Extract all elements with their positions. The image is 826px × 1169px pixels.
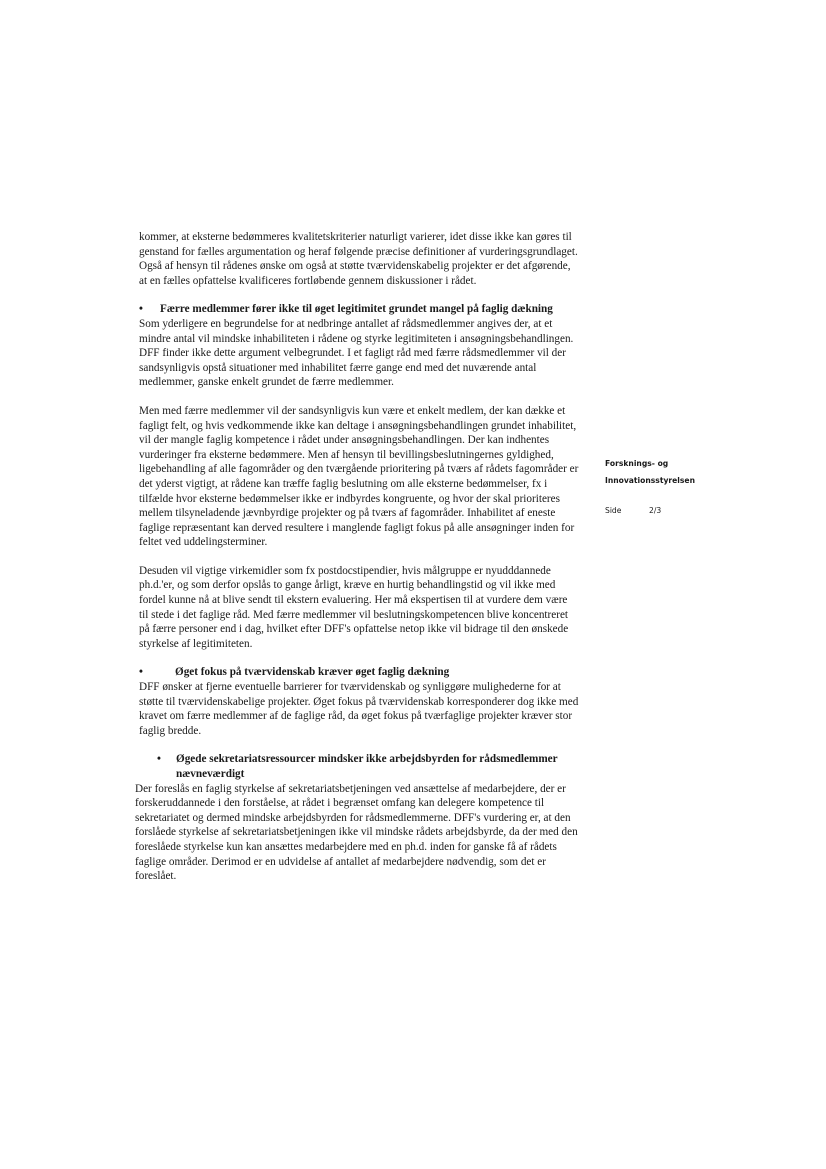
page-label: Side bbox=[605, 506, 622, 515]
paragraph: Som yderligere en begrundelse for at nedbringe antallet af rådsmedlemmer angives der, at et mindre antal vil mindske inhabiliteten i rådene og styrke legitimiteten i ansøgningsbehandlingen. DFF finder ikke dette argument velbegrundet. I et fagligt råd med færre rådsmedlemmer vil der sandsynligvis opstå situationer med inhabilitet færre gange end med det nuværende antal medlemmer, ganske enkelt grundet de færre medlemmer. bbox=[139, 317, 574, 389]
page-number: 2/3 bbox=[649, 506, 662, 515]
bullet-icon: • bbox=[139, 666, 143, 679]
paragraph: Desuden vil vigtige virkemidler som fx postdocstipendier, hvis målgruppe er nyudddannede ph.d.'er, og som derfor opslås to gange årligt, kræve en hurtig behandlingstid og vil ikke med fordel kunne nå at blive sendt til ekstern evaluering. Her må ekspertisen til at vurdere dem være til stede i det faglige råd. Med færre medlemmer vil beslutningskompetencen blive koncentreret på færre personer end i dag, hvilket efter DFF's opfattelse netop ikke vil bidrage til den ønskede styrkelse af legitimiteten. bbox=[139, 564, 569, 650]
section-secretariat bbox=[135, 752, 579, 883]
section-heading-text: Øget fokus på tværvidenskab kræver øget faglig dækning bbox=[175, 666, 450, 679]
document-body bbox=[135, 230, 579, 884]
paragraph: Der foreslås en faglig styrkelse af sekretariatsbetjeningen ved ansættelse af medarbejdere, der er forskeruddannede i den forståelse, at rådet i begrænset omfang kan delegere kompetence til sekretariatet og dermed mindske arbejdsbyrden for rådsmedlemmerne. DFF's vurdering er, at den forslåede styrkelse af sekretariatsbetjeningen ikke vil mindske rådets arbejdsbyrde, da der med den foreslåede styrkelse kun kan ansættes medarbejdere med en ph.d. inden for ganske få af rådets faglige områder. Derimod er en udvidelse af antallet af medarbejdere nødvendig, som det er foreslået. bbox=[135, 782, 578, 883]
section-heading-text: Færre medlemmer fører ikke til øget legitimitet grundet mangel på faglig dækning bbox=[160, 303, 553, 316]
org-name-line2: Innovationsstyrelsen bbox=[605, 476, 695, 485]
section-heading bbox=[139, 665, 579, 680]
org-name-line1: Forsknings- og bbox=[605, 459, 669, 468]
section-fewer-members bbox=[139, 302, 579, 651]
section-heading bbox=[157, 752, 579, 781]
section-heading bbox=[139, 302, 579, 317]
intro-paragraph: kommer, at eksterne bedømmeres kvalitetskriterier naturligt varierer, idet disse ikke kan gøres til genstand for fælles argumentation og heraf følgende præcise definitioner af vurderingsgrundlaget. Også af hensyn til rådenes ønske om også at støtte tværvidenskabelig projekter er det afgørende, at en fælles opfattelse kvalificeres fortløbende gennem diskussioner i rådet. bbox=[139, 231, 578, 287]
section-heading-text: Øgede sekretariatsressourcer mindsker ikke arbejdsbyrden for rådsmedlemmer nævneværdigt bbox=[176, 753, 558, 780]
page-indicator bbox=[605, 506, 765, 516]
paragraph: DFF ønsker at fjerne eventuelle barrierer for tværvidenskab og synliggøre mulighederne for at støtte til tværvidenskabelige projekter. Øget fokus på tværvidenskab korresponderer dog ikke med kravet om færre medlemmer af de faglige råd, da øget fokus på tværfaglige projekter kræver stor faglig bredde. bbox=[139, 681, 579, 737]
bullet-icon: • bbox=[157, 753, 161, 766]
bullet-icon: • bbox=[139, 303, 143, 316]
section-interdisciplinary bbox=[139, 665, 579, 738]
sidebar bbox=[605, 459, 765, 516]
paragraph: Men med færre medlemmer vil der sandsynligvis kun være et enkelt medlem, der kan dække et fagligt felt, og hvis vedkommende ikke kan deltage i ansøgningsbehandlingen grundet inhabilitet, vil der mangle faglig kompetence i rådet under ansøgningsbehandlingen. Der kan indhentes vurderinger fra eksterne bedømmere. Men af hensyn til bevillingsbeslutningernes gyldighed, ligebehandling af alle fagområder og den tværgående prioritering på tværs af rådets fagområder er det yderst vigtigt, at rådene kan træffe faglig beslutning om alle eksterne bedømmelser, fx i tilfælde hvor eksterne bedømmelser ikke er indbyrdes kongruente, og hvor der skal prioriteres mellem tilsyneladende jævnbyrdige projekter og på tværs af fagområder. Inhabilitet af eneste faglige repræsentant kan derved resultere i manglende fagligt fokus på alle ansøgninger inden for feltet ved uddelingsterminer. bbox=[139, 404, 579, 549]
